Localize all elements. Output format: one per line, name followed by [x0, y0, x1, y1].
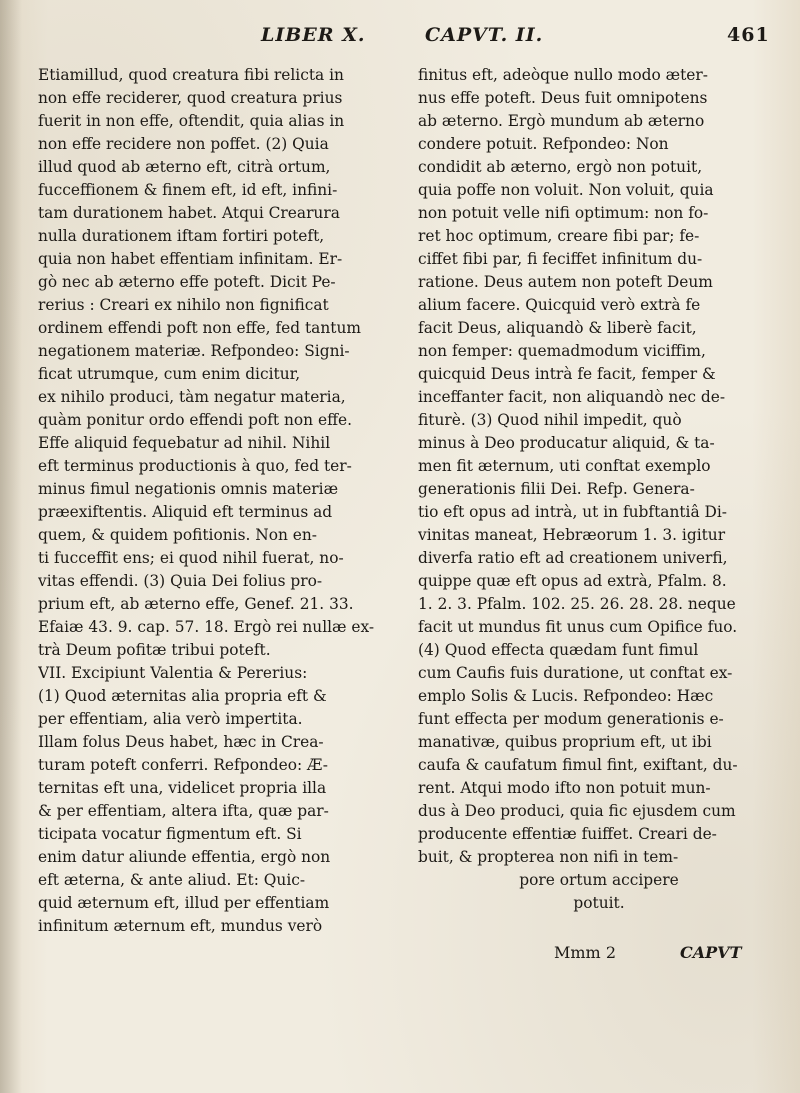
text-line: ret hoc optimum, creare fibi par; fe-: [418, 227, 700, 245]
text-line: minus à Deo producatur aliquid, & ta-: [418, 434, 715, 452]
text-line: ex nihilo produci, tàm negatur materia,: [38, 388, 346, 406]
text-line: generationis filii Dei. Refp. Genera-: [418, 480, 695, 498]
text-line: Efaiæ 43. 9. cap. 57. 18. Ergò rei nullæ ex-: [38, 618, 375, 636]
text-line: præexiftentis. Aliquid eft terminus ad: [38, 503, 333, 521]
text-line: fuerit in non effe, oftendit, quia alias in: [38, 112, 345, 130]
text-line: non effe reciderer, quod creatura prius: [38, 89, 343, 107]
running-header: [0, 18, 800, 58]
text-line: rerius : Creari ex nihilo non fignificat: [38, 296, 329, 314]
text-line: vitas effendi. (3) Quia Dei folius pro-: [38, 572, 323, 590]
text-line: turam poteft conferri. Refpondeo: Æ-: [38, 756, 328, 774]
text-line: nus effe poteft. Deus fuit omnipotens: [418, 89, 708, 107]
text-line: emplo Solis & Lucis. Refpondeo: Hæc: [418, 687, 714, 705]
text-line: VII. Excipiunt Valentia & Pererius:: [38, 664, 308, 682]
text-line: infinitum æternum eft, mundus verò: [38, 917, 323, 935]
text-line: condidit ab æterno, ergò non potuit,: [418, 158, 703, 176]
text-line: & per effentiam, altera ifta, quæ par-: [38, 802, 329, 820]
text-line: tio eft opus ad intrà, ut in fubftantiâ Di-: [418, 503, 728, 521]
text-line: non potuit velle nifi optimum: non fo-: [418, 204, 709, 222]
left-text-column: [38, 64, 396, 938]
text-line: ti fucceffit ens; ei quod nihil fuerat, no-: [38, 549, 344, 567]
right-text-column: [418, 64, 780, 915]
text-line: caufa & caufatum fimul fint, exiftant, du-: [418, 756, 738, 774]
text-line: illud quod ab æterno eft, citrà ortum,: [38, 158, 331, 176]
text-line: minus fimul negationis omnis materiæ: [38, 480, 339, 498]
text-line: (4) Quod effecta quædam funt fimul: [418, 641, 699, 659]
text-line: gò nec ab æterno effe poteft. Dicit Pe-: [38, 273, 336, 291]
header-book-title: LIBER X.: [261, 24, 366, 46]
text-line: non effe recidere non poffet. (2) Quia: [38, 135, 329, 153]
text-line: pore ortum accipere: [519, 871, 679, 889]
text-line: (1) Quod æternitas alia propria eft &: [38, 687, 327, 705]
spine-shadow: [0, 0, 22, 1093]
text-line: vinitas maneat, Hebræorum 1. 3. igitur: [418, 526, 726, 544]
text-line: prium eft, ab æterno effe, Genef. 21. 33.: [38, 595, 354, 613]
text-line: fucceffionem & finem eft, id eft, infini-: [38, 181, 338, 199]
text-line: ab æterno. Ergò mundum ab æterno: [418, 112, 705, 130]
text-line: ordinem effendi poft non effe, fed tantum: [38, 319, 361, 337]
page-number: 461: [727, 24, 770, 46]
text-line: dus à Deo produci, quia fic ejusdem cum: [418, 802, 736, 820]
text-line: non femper: quemadmodum viciffim,: [418, 342, 706, 360]
text-line: tam durationem habet. Atqui Crearura: [38, 204, 340, 222]
page-footer: [418, 943, 780, 973]
text-line: quem, & quidem pofitionis. Non en-: [38, 526, 318, 544]
text-line: diverfa ratio eft ad creationem univerfi,: [418, 549, 728, 567]
text-line: inceffanter facit, non aliquandò nec de-: [418, 388, 726, 406]
text-line: facit ut mundus fit unus cum Opifice fuo.: [418, 618, 738, 636]
text-line: quia poffe non voluit. Non voluit, quia: [418, 181, 714, 199]
text-line: per effentiam, alia verò impertita.: [38, 710, 303, 728]
text-line: buit, & propterea non nifi in tem-: [418, 848, 679, 866]
text-line: condere potuit. Refpondeo: Non: [418, 135, 669, 153]
text-line: rent. Atqui modo ifto non potuit mun-: [418, 779, 711, 797]
text-line: fiturè. (3) Quod nihil impedit, quò: [418, 411, 682, 429]
text-line: men fit æternum, uti conftat exemplo: [418, 457, 711, 475]
text-line: cum Caufis fuis duratione, ut conftat ex-: [418, 664, 733, 682]
text-line: manativæ, quibus proprium eft, ut ibi: [418, 733, 712, 751]
text-line: Illam folus Deus habet, hæc in Crea-: [38, 733, 324, 751]
text-line: eft æterna, & ante aliud. Et: Quic-: [38, 871, 306, 889]
text-line: trà Deum pofitæ tribui poteft.: [38, 641, 271, 659]
text-line: eft terminus productionis à quo, fed ter-: [38, 457, 352, 475]
text-line: negationem materiæ. Refpondeo: Signi-: [38, 342, 350, 360]
text-line: producente effentiæ fuiffet. Creari de-: [418, 825, 717, 843]
text-line: Etiamillud, quod creatura fibi relicta in: [38, 66, 344, 84]
text-line: ternitas eft una, videlicet propria illa: [38, 779, 327, 797]
header-chapter-title: CAPVT. II.: [425, 24, 544, 46]
text-line: ratione. Deus autem non poteft Deum: [418, 273, 713, 291]
text-line: quid æternum eft, illud per effentiam: [38, 894, 330, 912]
signature-mark: Mmm 2: [554, 943, 616, 962]
text-line: quicquid Deus intrà fe facit, femper &: [418, 365, 716, 383]
text-line: Effe aliquid fequebatur ad nihil. Nihil: [38, 434, 331, 452]
text-line: funt effecta per modum generationis e-: [418, 710, 724, 728]
text-line: finitus eft, adeòque nullo modo æter-: [418, 66, 708, 84]
text-line: enim datur aliunde effentia, ergò non: [38, 848, 331, 866]
text-line: ticipata vocatur figmentum eft. Si: [38, 825, 302, 843]
text-line: ficat utrumque, cum enim dicitur,: [38, 365, 301, 383]
catchword: CAPVT: [680, 943, 742, 962]
text-line: quia non habet effentiam infinitam. Er-: [38, 250, 343, 268]
text-line: alium facere. Quicquid verò extrà fe: [418, 296, 701, 314]
text-line: quippe quæ eft opus ad extrà, Pfalm. 8.: [418, 572, 727, 590]
text-line: facit Deus, aliquandò & liberè facit,: [418, 319, 697, 337]
text-line: quàm ponitur ordo effendi poft non effe.: [38, 411, 353, 429]
text-line: 1. 2. 3. Pfalm. 102. 25. 26. 28. 28. neque: [418, 595, 736, 613]
text-line: nulla durationem iftam fortiri poteft,: [38, 227, 325, 245]
text-line: potuit.: [573, 894, 625, 912]
text-line: ciffet fibi par, fi feciffet infinitum du-: [418, 250, 703, 268]
